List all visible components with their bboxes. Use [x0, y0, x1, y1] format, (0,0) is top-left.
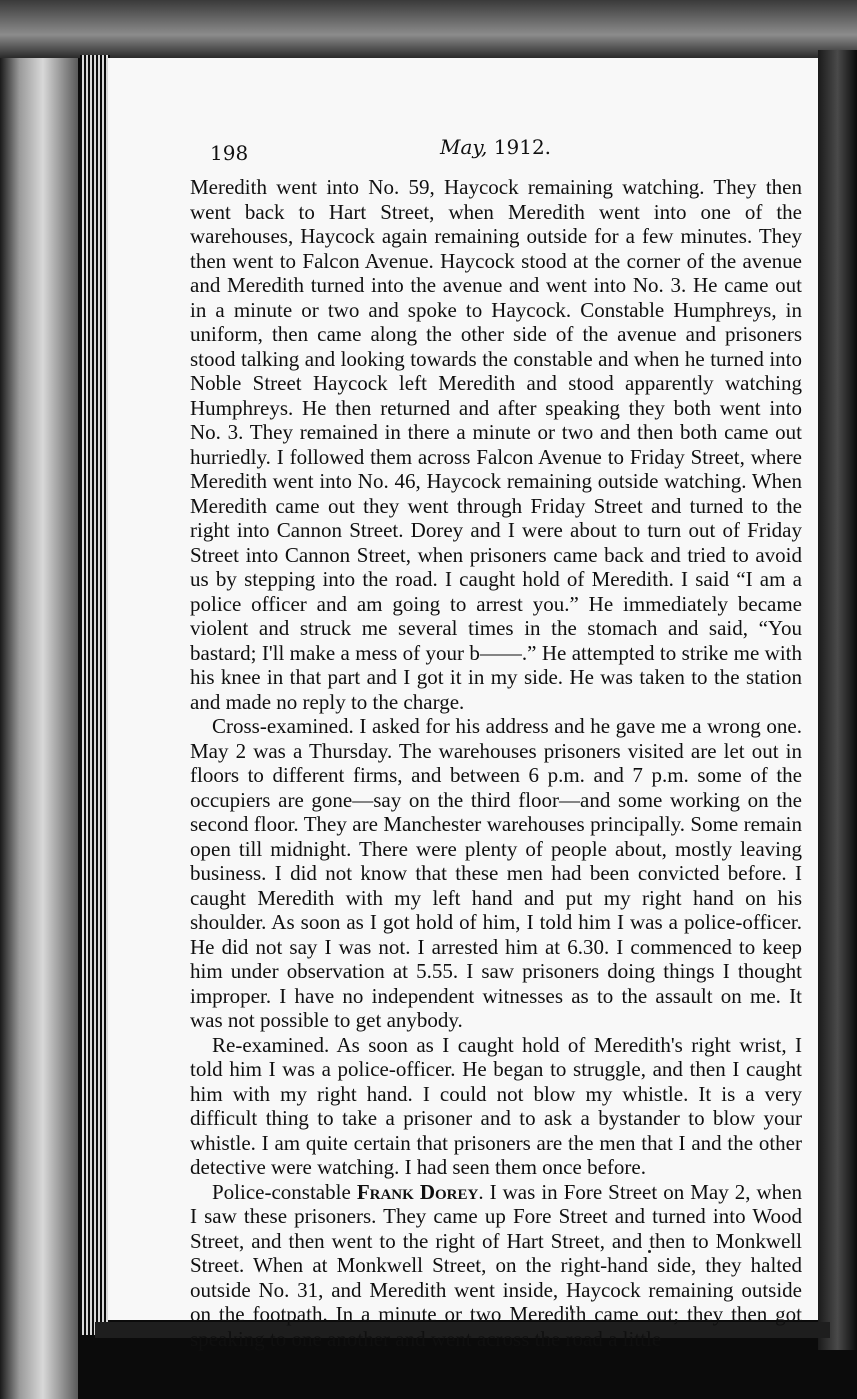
- running-head: [440, 135, 551, 159]
- scan-top-margin: [0, 0, 857, 58]
- paragraph: Cross-examined. I asked for his address and he gave me a wrong one. May 2 was a Thursday. The warehouses prisoners visited are let out in floors to different firms, and between 6 p.m. and 7 p.m. some of the occupiers are gone—say on the third floor—and some working on the second floor. They are Manchester warehouses principally. Some remain open till midnight. There were plenty of people about, mostly leaving business. I did not know that these men had been convicted before. I caught Meredith with my left hand and put my right hand on his shoulder. As soon as I got hold of him, I told him I was a police-officer. He did not say I was not. I arrested him at 6.30. I commenced to keep him under observation at 5.55. I saw prisoners doing things I thought improper. I have no independent witnesses as to the assault on me. It was not possible to get anybody.: [190, 714, 802, 1032]
- book-page-edges: [80, 55, 110, 1335]
- witness-lead: Police-constable: [212, 1179, 357, 1204]
- paragraph: Meredith went into No. 59, Haycock remaining watching. They then went back to Hart Street, when Meredith went into one of the warehouses, Haycock again remaining outside for a few minutes. They then went to Falcon Avenue. Haycock stood at the corner of the avenue and Meredith turned into the avenue and went into No. 3. He came out in a minute or two and spoke to Haycock. Constable Humphreys, in uniform, then came along the other side of the avenue and prisoners stood talking and looking towards the constable and when he turned into Noble Street Haycock left Meredith and stood apparently watching Humphreys. He then returned and after speaking they both went into No. 3. They remained in there a minute or two and then both came out hurriedly. I followed them across Falcon Avenue to Friday Street, where Meredith went into No. 46, Haycock remaining outside watching. When Meredith came out they went through Friday Street and turned to the right into Cannon Street. Dorey and I were about to turn out of Friday Street into Cannon Street, when prisoners came back and tried to avoid us by stepping into the road. I caught hold of Meredith. I said “I am a police officer and am going to arrest you.” He immediately became violent and struck me several times in the stomach and said, “You bastard; I'll make a mess of your b——.” He attempted to strike me with his knee in that part and I got it in my side. He was taken to the station and made no reply to the charge.: [190, 175, 802, 714]
- witness-name: Frank Dorey: [356, 1179, 479, 1204]
- running-head-month: May,: [440, 135, 488, 159]
- paragraph: [190, 1180, 802, 1352]
- body-text: [190, 175, 802, 1351]
- scan-left-margin: [0, 0, 78, 1399]
- running-head-year: 1912.: [493, 135, 552, 159]
- page-header: [210, 135, 812, 169]
- page-number: 198: [210, 141, 249, 165]
- witness-testimony: . I was in Fore Street on May 2, when I saw these prisoners. They came up Fore Street and turned into Wood Street, and then went to the right of Hart Street, and then to Monkwell Street. When at Monkwell Street, on the right-hand side, they halted outside No. 31, and Meredith went inside, Haycock remaining outside on the footpath. In a minute or two Meredith came out; they then got speaking to one another and went across the road a little: [190, 1179, 802, 1351]
- book-right-edge: [818, 50, 857, 1350]
- paragraph: Re-examined. As soon as I caught hold of Meredith's right wrist, I told him I was a police-officer. He began to struggle, and then I caught him with my right hand. I could not blow my whistle. It is a very difficult thing to take a prisoner and to ask a bystander to blow your whistle. I am quite certain that prisoners are the men that I and the other detective were watching. I had seen them once before.: [190, 1032, 802, 1179]
